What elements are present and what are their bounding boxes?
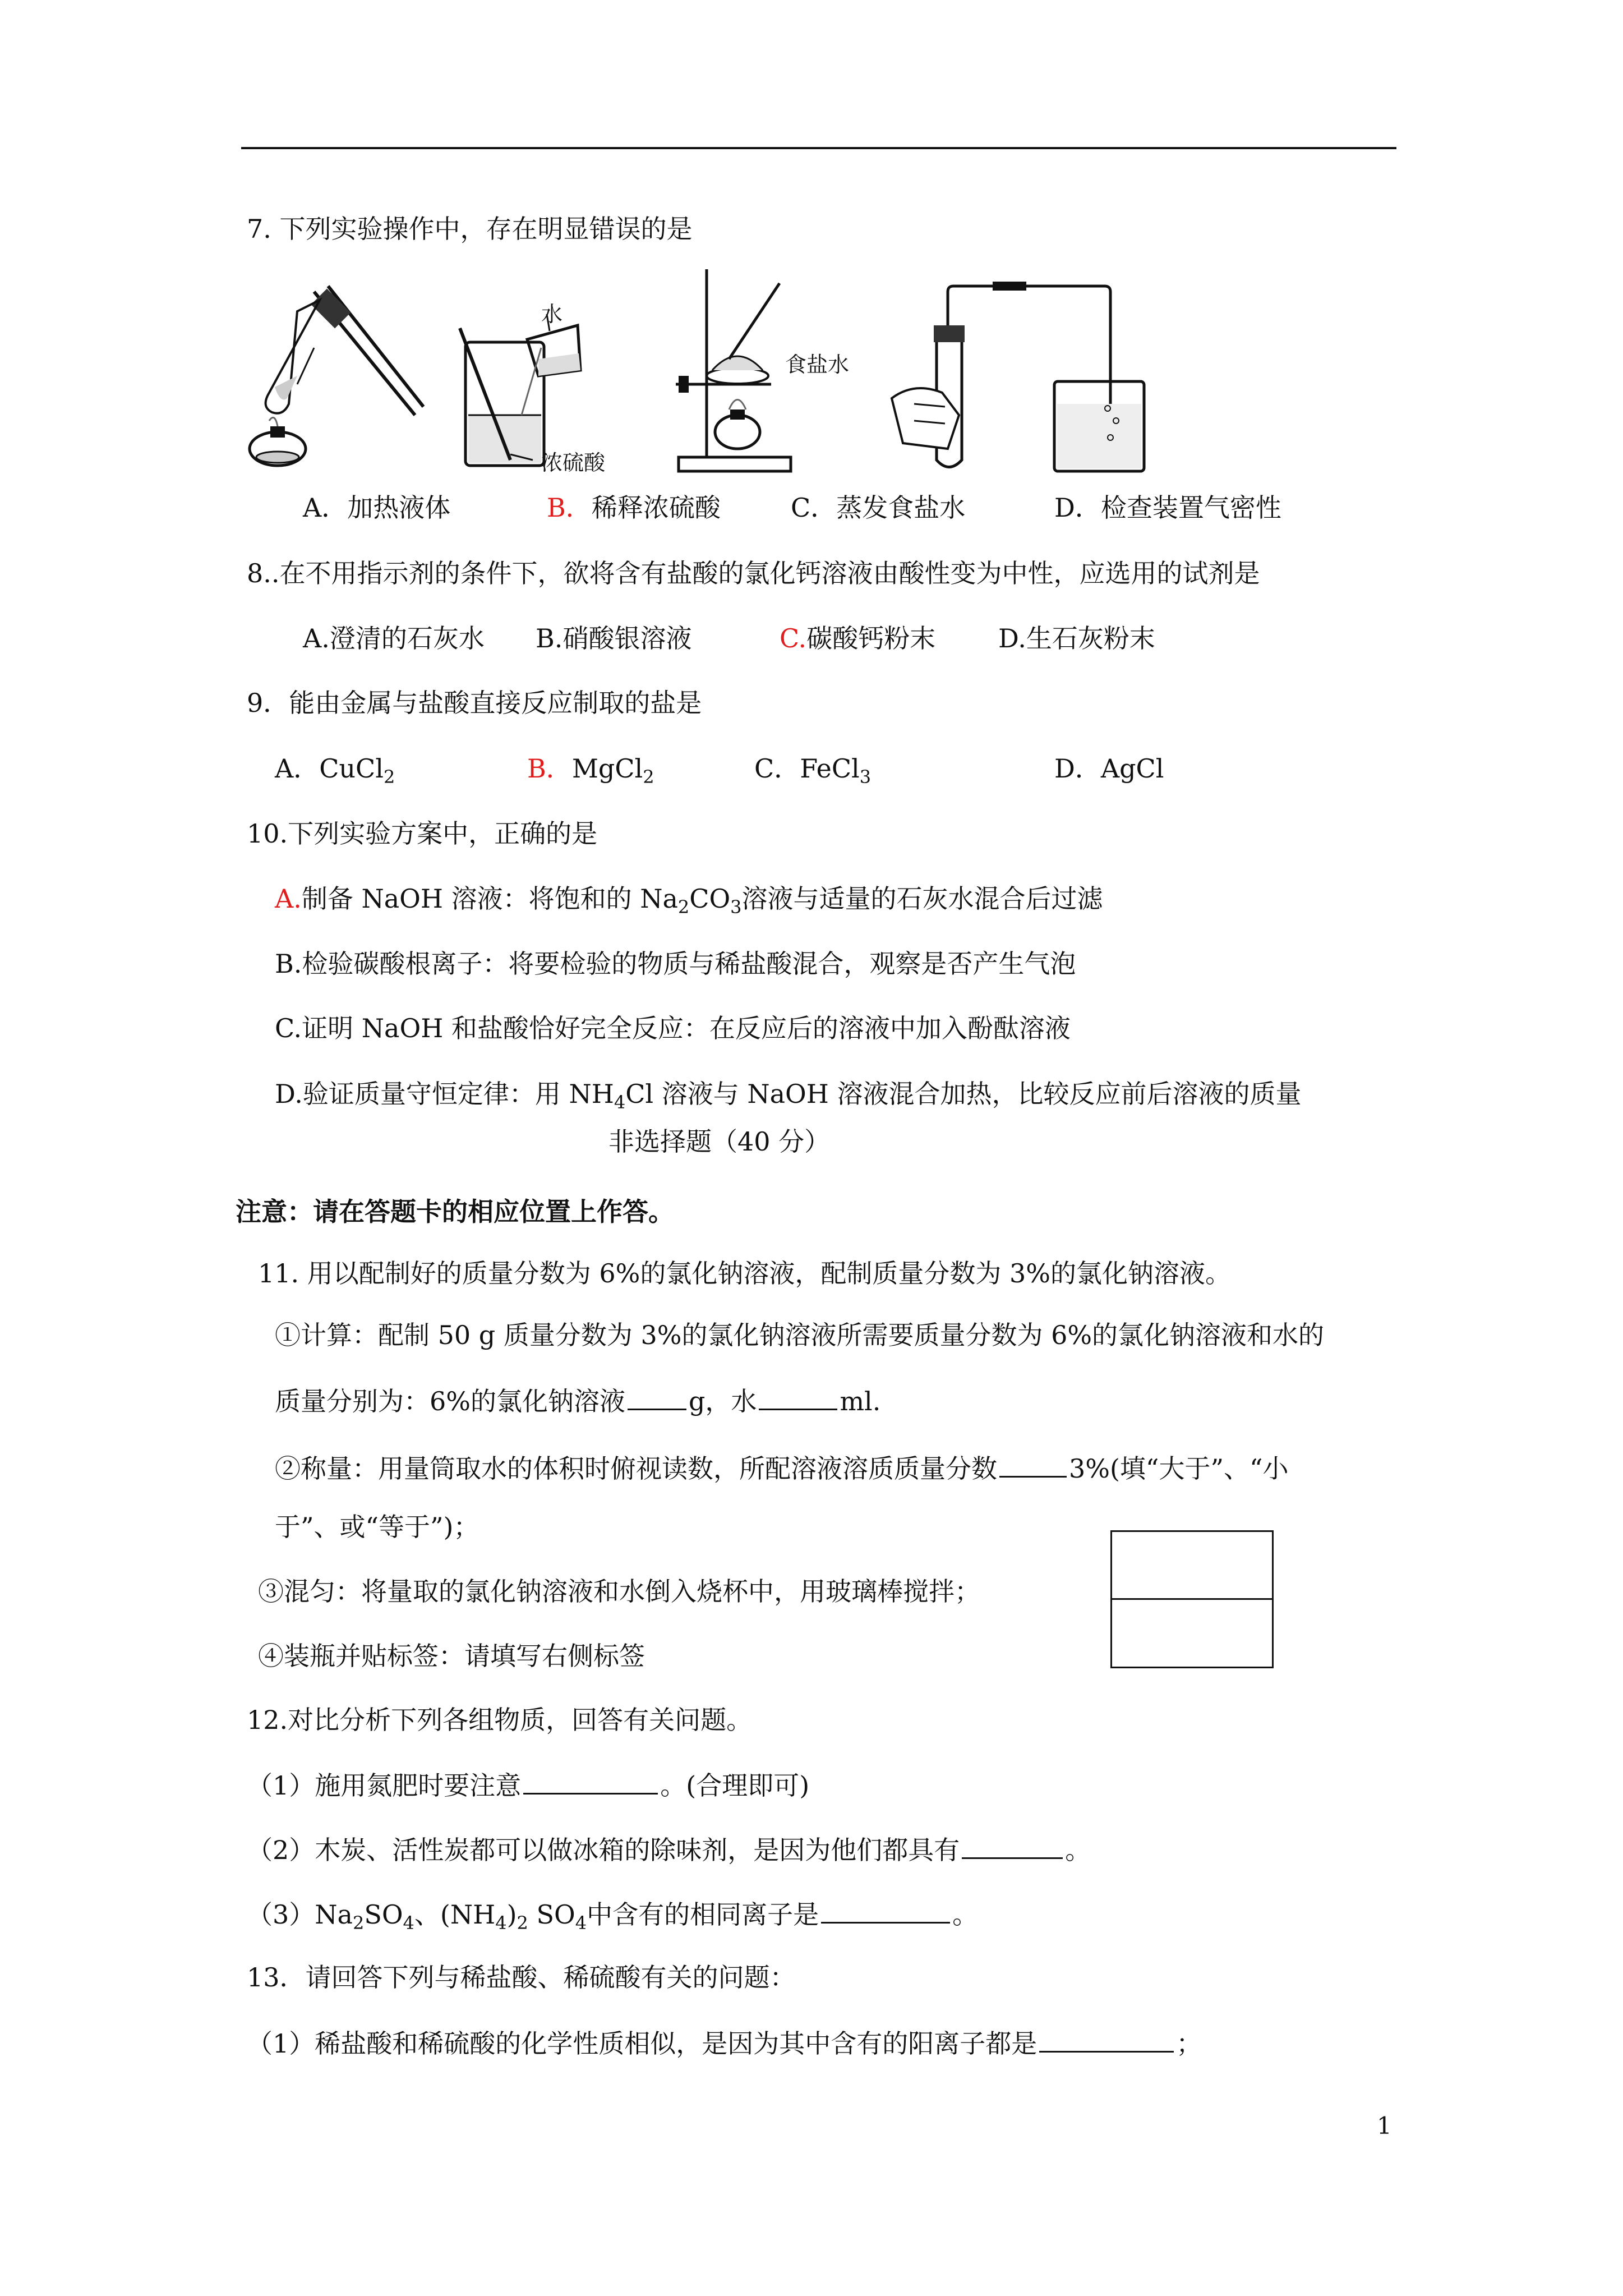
option-text: 制备 NaOH 溶液：将饱和的 Na — [301, 884, 678, 914]
option-letter: D． — [1054, 753, 1101, 784]
question-text: 。 — [1065, 1835, 1091, 1865]
q8-option-c — [780, 622, 935, 655]
option-text: 碳酸钙粉末 — [806, 623, 936, 654]
figure-label-salt-water: 食盐水 — [785, 352, 850, 377]
question-text: 中含有的相同离子是 — [587, 1899, 819, 1930]
q7-option-c — [791, 491, 965, 524]
question-text: ； — [1176, 2028, 1202, 2059]
q11-step1-line2 — [275, 1383, 880, 1418]
answer-blank-mass-fraction[interactable] — [999, 1450, 1067, 1478]
option-text: D.验证质量守恒定律：用 NH — [275, 1079, 614, 1109]
q10-option-c: C.证明 NaOH 和盐酸恰好完全反应：在反应后的溶液中加入酚酞溶液 — [275, 1013, 1071, 1043]
figure-airtightness-check — [880, 280, 1150, 482]
answer-blank-water-volume[interactable] — [759, 1383, 837, 1410]
formula-subscript: 2 — [643, 766, 654, 788]
figure-label-water: 水 — [541, 302, 563, 326]
question-text: （3）Na — [247, 1899, 353, 1930]
question-text: ) — [506, 1899, 517, 1930]
figure-label-concentrated-acid: 浓硫酸 — [541, 450, 606, 475]
option-letter: A． — [303, 493, 348, 523]
q11-step4: ④装瓶并贴标签：请填写右侧标签 — [258, 1641, 645, 1671]
answer-blank-cation[interactable] — [1039, 2025, 1174, 2053]
formula: FeCl — [800, 753, 860, 784]
q9-option-a — [275, 752, 395, 794]
q7-option-d — [1054, 491, 1281, 524]
q13-part1 — [247, 2025, 1202, 2060]
option-letter-answer: B． — [527, 753, 572, 784]
q13-stem: 13．请回答下列与稀盐酸、稀硫酸有关的问题： — [247, 1962, 796, 1993]
formula-subscript: 4 — [495, 1912, 507, 1934]
formula-subscript: 3 — [730, 896, 742, 918]
option-letter: A. — [303, 623, 330, 654]
formula-subscript: 2 — [352, 1912, 365, 1934]
formula-subscript: 3 — [859, 766, 872, 788]
option-text: 稀释浓硫酸 — [591, 493, 721, 523]
q11-step2-line2: 于”、或“等于”)； — [275, 1512, 479, 1542]
question-text: 。(合理即可) — [660, 1770, 810, 1801]
option-text: Cl 溶液与 NaOH 溶液混合加热，比较反应前后溶液的质量 — [625, 1079, 1302, 1109]
formula-subscript: 4 — [575, 1912, 587, 1934]
formula-subscript: 4 — [614, 1092, 626, 1114]
answer-blank-solution-mass[interactable] — [628, 1383, 686, 1410]
formula-subscript: 4 — [403, 1912, 414, 1934]
q7-option-b — [547, 491, 721, 524]
q9-option-b — [527, 752, 654, 794]
option-text: 溶液与适量的石灰水混合后过滤 — [741, 884, 1103, 914]
q8-option-d — [998, 622, 1155, 655]
bottle-label-box[interactable] — [1110, 1530, 1274, 1668]
question-text: （1）稀盐酸和稀硫酸的化学性质相似，是因为其中含有的阳离子都是 — [247, 2028, 1038, 2059]
option-text: 蒸发食盐水 — [836, 493, 966, 523]
section-title: 非选择题（40 分） — [608, 1126, 831, 1157]
option-letter: D． — [1054, 493, 1101, 523]
q12-part3 — [247, 1896, 978, 1940]
option-text: 生石灰粉末 — [1026, 623, 1155, 654]
formula: AgCl — [1100, 753, 1164, 784]
label-divider — [1112, 1598, 1272, 1600]
q12-stem: 12.对比分析下列各组物质，回答有关问题。 — [247, 1705, 753, 1735]
page-number: 1 — [1377, 2112, 1392, 2139]
q10-option-a — [275, 882, 1103, 924]
q8-option-b — [536, 622, 691, 655]
q10-stem: 10.下列实验方案中，正确的是 — [247, 818, 598, 849]
formula: CuCl — [319, 753, 384, 784]
question-text: ml. — [840, 1386, 881, 1416]
question-text: SO — [364, 1899, 403, 1930]
q11-step1-line1: ①计算：配制 50 g 质量分数为 3%的氯化钠溶液所需要质量分数为 6%的氯化钠溶液和水的 — [275, 1320, 1325, 1350]
question-text: 3%(填“大于”、“小 — [1069, 1453, 1289, 1484]
header-rule — [241, 147, 1396, 149]
answer-blank-common-ion[interactable] — [821, 1896, 950, 1924]
q9-stem: 9．能由金属与盐酸直接反应制取的盐是 — [247, 688, 702, 718]
option-letter-answer: A. — [275, 884, 302, 914]
option-letter-answer: B． — [547, 493, 592, 523]
answer-blank-adsorption[interactable] — [962, 1832, 1063, 1859]
q11-step2-line1 — [275, 1450, 1288, 1485]
option-text: 澄清的石灰水 — [329, 623, 485, 654]
option-text: CO — [689, 884, 731, 914]
option-letter: C． — [754, 753, 800, 784]
formula-subscript: 2 — [383, 766, 395, 788]
option-letter: B. — [536, 623, 563, 654]
q7-stem: 7. 下列实验操作中，存在明显错误的是 — [247, 214, 693, 244]
q8-option-a — [303, 622, 485, 655]
question-text: （2）木炭、活性炭都可以做冰箱的除味剂，是因为他们都具有 — [247, 1835, 960, 1865]
option-letter: C． — [791, 493, 837, 523]
notice: 注意：请在答题卡的相应位置上作答。 — [236, 1197, 674, 1227]
answer-blank-fertilizer-note[interactable] — [523, 1767, 658, 1795]
q12-part2 — [247, 1832, 1091, 1867]
q9-option-d — [1054, 752, 1164, 785]
option-text: 硝酸银溶液 — [562, 623, 692, 654]
option-letter-answer: C. — [780, 623, 807, 654]
q7-option-a — [303, 491, 450, 524]
option-text: 加热液体 — [347, 493, 451, 523]
option-letter: A． — [275, 753, 320, 784]
option-text: 检查装置气密性 — [1100, 493, 1281, 523]
formula: MgCl — [571, 753, 643, 784]
figure-heating-liquid — [236, 280, 426, 471]
q10-option-d — [275, 1077, 1302, 1119]
question-text: g，水 — [688, 1386, 757, 1416]
q11-stem: 11. 用以配制好的质量分数为 6%的氯化钠溶液，配制质量分数为 3%的氯化钠溶液。 — [258, 1258, 1231, 1289]
question-text: 、(NH — [414, 1899, 496, 1930]
question-text: 。 — [952, 1899, 979, 1930]
question-text: SO — [528, 1899, 575, 1930]
q8-stem: 8..在不用指示剂的条件下，欲将含有盐酸的氯化钙溶液由酸性变为中性，应选用的试剂是 — [247, 558, 1260, 588]
q12-part1 — [247, 1767, 809, 1802]
formula-subscript: 2 — [677, 896, 690, 918]
question-text: 质量分别为：6%的氯化钠溶液 — [275, 1386, 625, 1416]
option-letter: D. — [998, 623, 1026, 654]
formula-subscript: 2 — [517, 1912, 528, 1934]
q9-option-c — [754, 752, 871, 794]
question-text: ②称量：用量筒取水的体积时俯视读数，所配溶液溶质质量分数 — [275, 1453, 997, 1484]
question-text: （1）施用氮肥时要注意 — [247, 1770, 522, 1801]
q11-step3: ③混匀：将量取的氯化钠溶液和水倒入烧杯中，用玻璃棒搅拌； — [258, 1576, 980, 1607]
q10-option-b: B.检验碳酸根离子：将要检验的物质与稀盐酸混合，观察是否产生气泡 — [275, 949, 1076, 979]
